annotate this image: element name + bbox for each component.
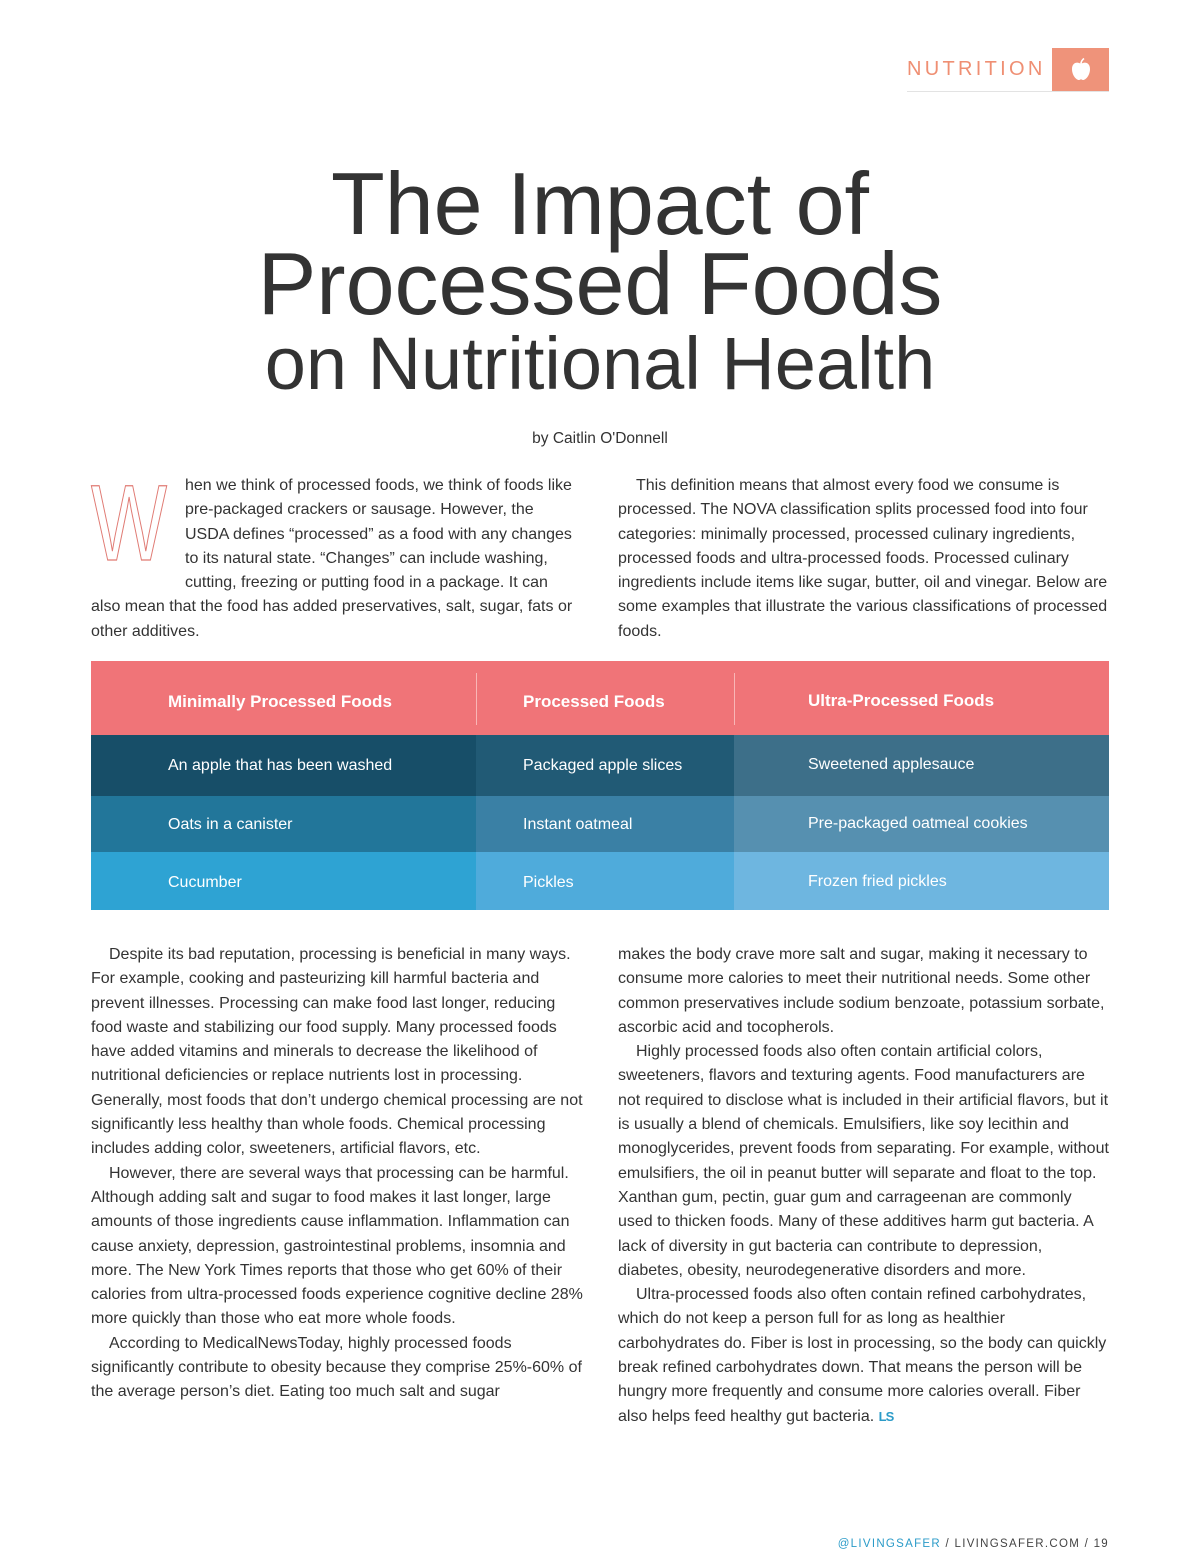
table-header-minimal: Minimally Processed Foods [168, 692, 392, 711]
processed-foods-table [91, 661, 1109, 910]
table-cell [734, 796, 1109, 852]
header-divider [734, 673, 735, 725]
dropcap [91, 462, 185, 583]
dropcap-letter: W [91, 462, 168, 583]
intro-left-text: hen we think of processed foods, we think of foods like pre-packaged crackers or sausage. However, the USDA defines “processed” as a food with any changes to its natural state. “Changes” can include washing, cutting, freezing or putting food in a package. It can also mean that the food has added preservatives, salt, sugar, fats or other additives. [91, 477, 573, 640]
apple-icon [1071, 58, 1091, 81]
body-left-column [91, 943, 583, 1405]
cell-text: Pickles [523, 874, 574, 891]
cell-text: Oats in a canister [168, 816, 293, 833]
cell-text: Sweetened applesauce [808, 756, 975, 773]
cell-text: An apple that has been washed [168, 757, 393, 774]
footer-separator: / [1084, 1538, 1094, 1550]
section-tag [907, 48, 1109, 92]
body-paragraph: Highly processed foods also often contain artificial colors, sweeteners, flavors and texturing agents. Food manufacturers are not required to disclose what is included in their artificial flavors, but it is usually a blend of chemicals. Emulsifiers, like soy lecithin and monoglycerides, prevent foods from separating. For example, without emulsifiers, the oil in peanut butter will separate and float to the top. Xanthan gum, pectin, guar gum and carrageenan are commonly used to thicken foods. Many of these additives harm gut bacteria. A lack of diversity in gut bacteria can contribute to depression, diabetes, obesity, neurodegenerative disorders and more. [618, 1043, 1109, 1279]
table-header-row [91, 661, 1109, 735]
table-cell [734, 852, 1109, 910]
header-divider [476, 673, 477, 725]
body-paragraph: According to MedicalNewsToday, highly processed foods significantly contribute to obesity because they comprise 25%-60% of the average person’s diet. Eating too much salt and sugar [91, 1334, 582, 1401]
body-paragraph: Despite its bad reputation, processing is beneficial in many ways. For example, cooking and pasteurizing kill harmful bacteria and prevent illnesses. Processing can make food last longer, reducing food waste and stabilizing our food supply. Many processed foods have added vitamins and minerals to decrease the likelihood of nutritional deficiencies or replace nutrients lost in processing. Generally, most foods that don’t undergo chemical processing are not significantly less healthy than whole foods. Chemical processing includes adding color, sweeteners, artificial flavors, etc. [91, 946, 583, 1158]
table-cell [91, 796, 476, 852]
end-mark-icon: LS [878, 1408, 894, 1424]
cell-text: Packaged apple slices [523, 757, 683, 774]
table-header-processed: Processed Foods [523, 692, 665, 711]
article-subtitle: on Nutritional Health [264, 322, 936, 405]
table-cell [91, 735, 476, 796]
table-cell [91, 852, 476, 910]
footer-site: LIVINGSAFER.COM [954, 1538, 1081, 1550]
section-icon-box [1052, 48, 1109, 91]
cell-text: Cucumber [168, 874, 242, 891]
page-number: 19 [1093, 1538, 1109, 1550]
table-cell [476, 796, 734, 852]
table-cell [734, 735, 1109, 796]
article-title-line-1: The Impact of [330, 154, 869, 253]
byline: by Caitlin O'Donnell [532, 430, 668, 447]
cell-text: Pre-packaged oatmeal cookies [808, 815, 1028, 832]
body-paragraph [618, 1283, 1110, 1429]
cell-text: Frozen fried pickles [808, 873, 947, 890]
intro-left-column [91, 462, 581, 644]
page-footer [838, 1538, 1109, 1550]
table-cell [476, 735, 734, 796]
body-right-column [618, 943, 1110, 1429]
section-label: NUTRITION [907, 58, 1046, 80]
intro-right-column: This definition means that almost every food we consume is processed. The NOVA classification splits processed food into four categories: minimally processed, processed culinary ingredients, processed foods and ultra-processed foods. Processed culinary ingredients include items like sugar, butter, oil and vinegar. Below are some examples that illustrate the various classifications of processed foods. [618, 477, 1108, 640]
table-cell [476, 852, 734, 910]
table-header-ultra: Ultra-Processed Foods [808, 691, 995, 710]
footer-separator: / [945, 1538, 955, 1550]
body-paragraph: makes the body crave more salt and sugar, making it necessary to consume more calories to meet their nutritional needs. Some other common preservatives include sodium benzoate, potassium sorbate, ascorbic acid and tocopherols. [618, 946, 1105, 1036]
article-title-line-2: Processed Foods [257, 234, 943, 333]
footer-handle: @LIVINGSAFER [837, 1538, 942, 1550]
cell-text: Instant oatmeal [523, 816, 633, 833]
body-paragraph-text: Ultra-processed foods also often contain refined carbohydrates, which do not keep a person full for as long as healthier carbohydrates do. Fiber is lost in processing, so the body can quickly break refined carbohydrates down. That means the person will be hungry more frequently and consume more calories overall. Fiber also helps feed healthy gut bacteria. [618, 1286, 1107, 1425]
body-paragraph: However, there are several ways that processing can be harmful. Although adding salt and sugar to food makes it last longer, large amounts of those ingredients cause inflammation. Inflammation can cause anxiety, depression, gastrointestinal problems, insomnia and more. The New York Times reports that those who get 60% of their calories from ultra-processed foods experience cognitive decline 28% more quickly than those who eat more whole foods. [91, 1164, 583, 1328]
